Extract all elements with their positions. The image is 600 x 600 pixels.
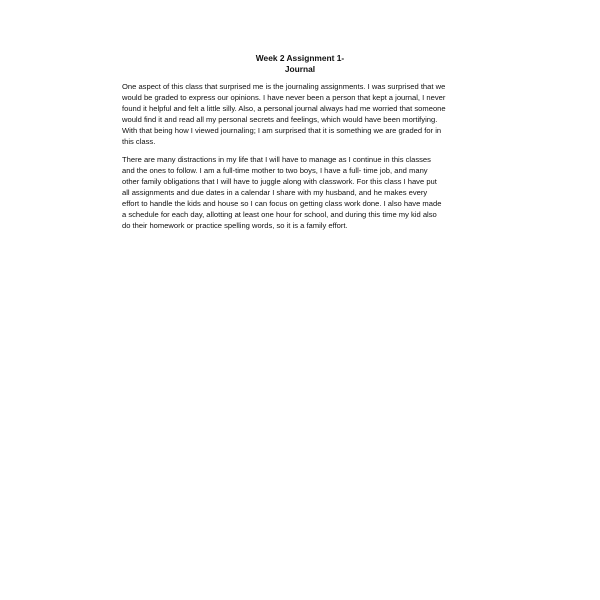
text-line: With that being how I viewed journaling; I am surprised that it is something we are graded for in [122, 126, 442, 135]
text-line: and the ones to follow. I am a full-time mother to two boys, I have a full- time job, and many [122, 166, 428, 175]
text-line: would find it and read all my personal secrets and feelings, which would have been mortifying. [122, 115, 438, 124]
text-line: all assignments and due dates in a calendar I share with my husband, and he makes every [122, 188, 428, 197]
title-line-1: Week 2 Assignment 1- [255, 53, 345, 63]
title-line-2: Journal [284, 64, 316, 74]
document-title [0, 53, 600, 75]
document-body [122, 81, 484, 238]
paragraph-1 [122, 81, 484, 147]
paragraph-2 [122, 154, 484, 231]
text-line: would be graded to express our opinions. I have never been a person that kept a journal, I never [122, 93, 446, 102]
text-line: found it helpful and felt a little silly. Also, a personal journal always had me worried that someone [122, 104, 446, 113]
text-line: effort to handle the kids and house so I can focus on getting class work done. I also have made [122, 199, 442, 208]
text-line: a schedule for each day, allotting at least one hour for school, and during this time my kid also [122, 210, 437, 219]
text-line: this class. [122, 137, 156, 146]
text-line: There are many distractions in my life that I will have to manage as I continue in this classes [122, 155, 431, 164]
text-line: do their homework or practice spelling words, so it is a family effort. [122, 221, 348, 230]
text-line: One aspect of this class that surprised me is the journaling assignments. I was surprised that we [122, 82, 446, 91]
text-line: other family obligations that I will have to juggle along with classwork. For this class I have put [122, 177, 437, 186]
